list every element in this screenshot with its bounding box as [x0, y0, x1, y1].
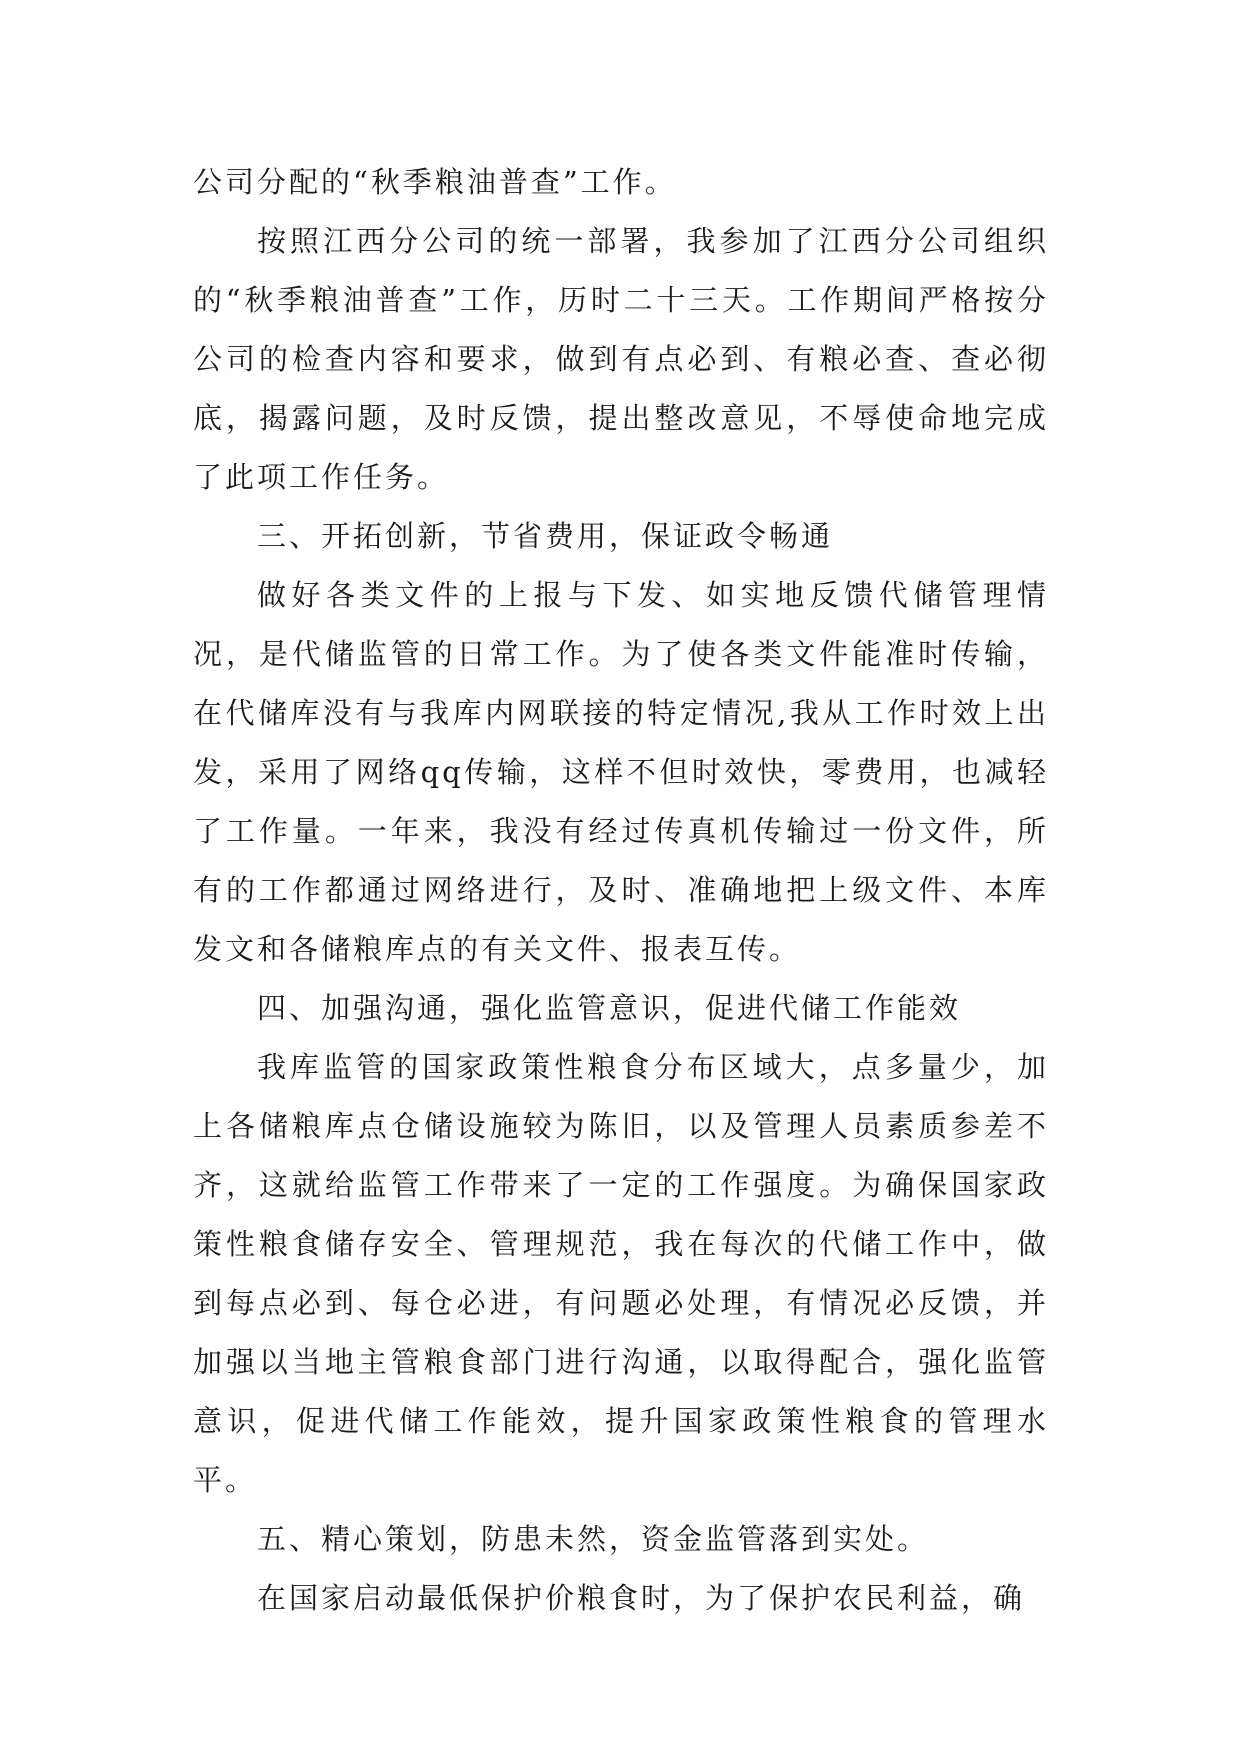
section-heading-3: 三、开拓创新，节省费用，保证政令畅通: [257, 519, 834, 553]
document-body: [193, 153, 1049, 1628]
paragraph-survey-work: 按照江西分公司的统一部署，我参加了江西分公司组织的“秋季粮油普查”工作，历时二十三天。工作期间严格按分公司的检查内容和要求，做到有点必到、有粮必查、查必彻底，揭露问题，及时反馈，提出整改意见，不辱使命地完成了此项工作任务。: [193, 224, 1049, 494]
section-heading-5: 五、精心策划，防患未然，资金监管落到实处。: [257, 1522, 930, 1556]
paragraph-continuation: 公司分配的“秋季粮油普查”工作。: [193, 165, 677, 199]
paragraph-file-transmission: 做好各类文件的上报与下发、如实地反馈代储管理情况，是代储监管的日常工作。为了使各类文件能准时传输，在代储库没有与我库内网联接的特定情况,我从工作时效上出发，采用了网络qq传输，这样不但时效快，零费用，也减轻了工作量。一年来，我没有经过传真机传输过一份文件，所有的工作都通过网络进行，及时、准确地把上级文件、本库发文和各储粮库点的有关文件、报表互传。: [193, 578, 1049, 966]
section-heading-4: 四、加强沟通，强化监管意识，促进代储工作能效: [257, 991, 962, 1025]
paragraph-supervision: 我库监管的国家政策性粮食分布区域大，点多量少，加上各储粮库点仓储设施较为陈旧，以及管理人员素质参差不齐，这就给监管工作带来了一定的工作强度。为确保国家政策性粮食储存安全、管理规范，我在每次的代储工作中，做到每点必到、每仓必进，有问题必处理，有情况必反馈，并加强以当地主管粮食部门进行沟通，以取得配合，强化监管意识，促进代储工作能效，提升国家政策性粮食的管理水平。: [193, 1050, 1049, 1497]
paragraph-funds-supervision: 在国家启动最低保护价粮食时，为了保护农民利益，确: [257, 1581, 1026, 1615]
